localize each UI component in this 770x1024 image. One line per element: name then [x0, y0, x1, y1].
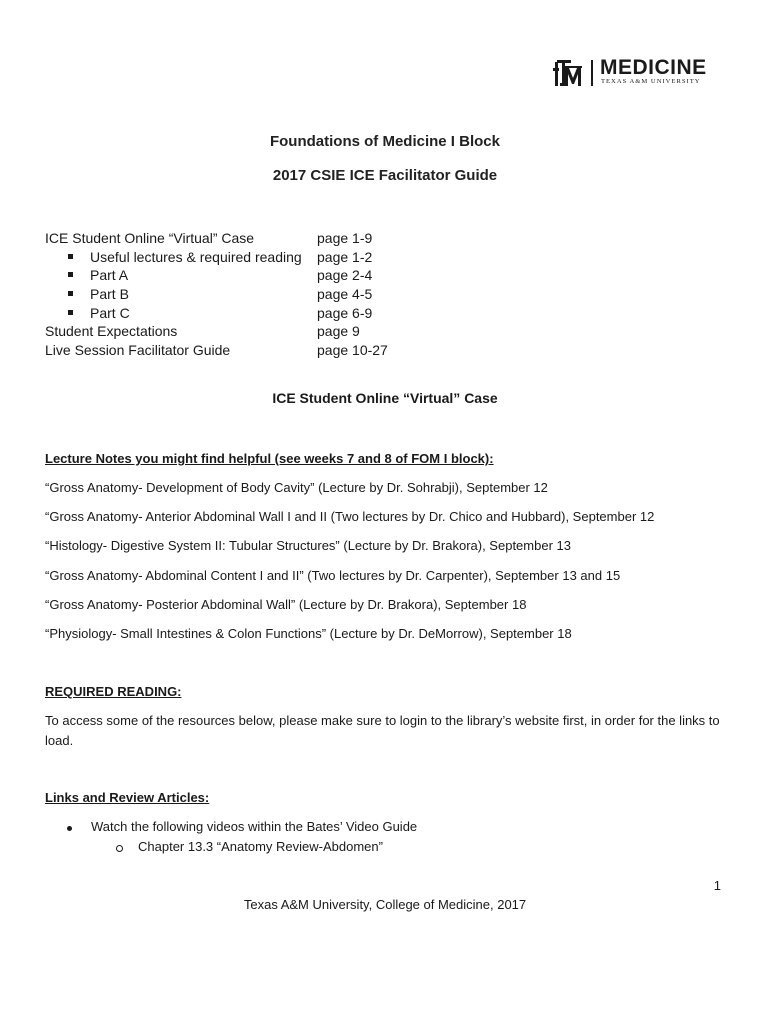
square-bullet-icon [68, 291, 73, 296]
table-of-contents [45, 229, 445, 360]
lecture-item: “Gross Anatomy- Anterior Abdominal Wall I and II (Two lectures by Dr. Chico and Hubbard), September 12 [45, 509, 655, 525]
lecture-notes-heading: Lecture Notes you might find helpful (see weeks 7 and 8 of FOM I block): [45, 451, 494, 466]
toc-label: Useful lectures & required reading [90, 248, 302, 265]
circle-bullet-icon [116, 845, 123, 852]
toc-row [45, 341, 445, 360]
required-reading-heading: REQUIRED READING: [45, 684, 182, 699]
logo-wordmark: MEDICINE [600, 56, 707, 79]
toc-row [45, 229, 445, 248]
lecture-list [45, 480, 735, 655]
toc-row [45, 248, 445, 267]
toc-label: ICE Student Online “Virtual” Case [45, 230, 255, 246]
toc-page: page 2-4 [317, 267, 373, 284]
tamu-medicine-logo [551, 58, 713, 90]
toc-row [45, 266, 445, 285]
section-heading: ICE Student Online “Virtual” Case [272, 390, 498, 406]
toc-label: Part A [90, 267, 129, 284]
toc-label: Part C [90, 304, 130, 321]
toc-row [45, 322, 445, 341]
list-item-text: Chapter 13.3 “Anatomy Review-Abdomen” [138, 839, 383, 854]
toc-page: page 1-2 [317, 248, 373, 265]
links-heading: Links and Review Articles: [45, 790, 210, 805]
toc-page: page 4-5 [317, 286, 373, 303]
toc-page: page 9 [317, 323, 360, 340]
lecture-item: “Histology- Digestive System II: Tubular Structures” (Lecture by Dr. Brakora), September 13 [45, 538, 571, 554]
square-bullet-icon [68, 310, 73, 315]
lecture-item: “Gross Anatomy- Posterior Abdominal Wall” (Lecture by Dr. Brakora), September 18 [45, 596, 527, 612]
list-item-text: Watch the following videos within the Bates’ Video Guide [91, 819, 418, 834]
toc-page: page 10-27 [317, 342, 388, 359]
page-footer: Texas A&M University, College of Medicine, 2017 [243, 897, 527, 912]
toc-label: Part B [90, 286, 129, 303]
toc-page: page 1-9 [317, 230, 373, 246]
document-subtitle: 2017 CSIE ICE Facilitator Guide [272, 167, 498, 184]
page-number: 1 [713, 878, 721, 893]
logo-subtitle: TEXAS A&M UNIVERSITY [601, 78, 701, 85]
toc-row [45, 285, 445, 304]
bullet-icon [67, 826, 72, 831]
toc-page: page 6-9 [317, 304, 373, 321]
toc-label: Live Session Facilitator Guide [45, 342, 231, 359]
lecture-item: “Gross Anatomy- Development of Body Cavity” (Lecture by Dr. Sohrabji), September 12 [45, 480, 548, 495]
square-bullet-icon [68, 254, 73, 259]
lecture-item: “Gross Anatomy- Abdominal Content I and II” (Two lectures by Dr. Carpenter), September 13 and 15 [45, 567, 621, 583]
toc-label: Student Expectations [45, 323, 178, 340]
square-bullet-icon [68, 272, 73, 277]
required-reading-text: To access some of the resources below, please make sure to login to the library’s website first, in order for the links to load. [45, 713, 720, 748]
document-title: Foundations of Medicine I Block [269, 133, 500, 150]
toc-row [45, 304, 445, 323]
lecture-item: “Physiology- Small Intestines & Colon Functions” (Lecture by Dr. DeMorrow), September 18 [45, 625, 572, 641]
